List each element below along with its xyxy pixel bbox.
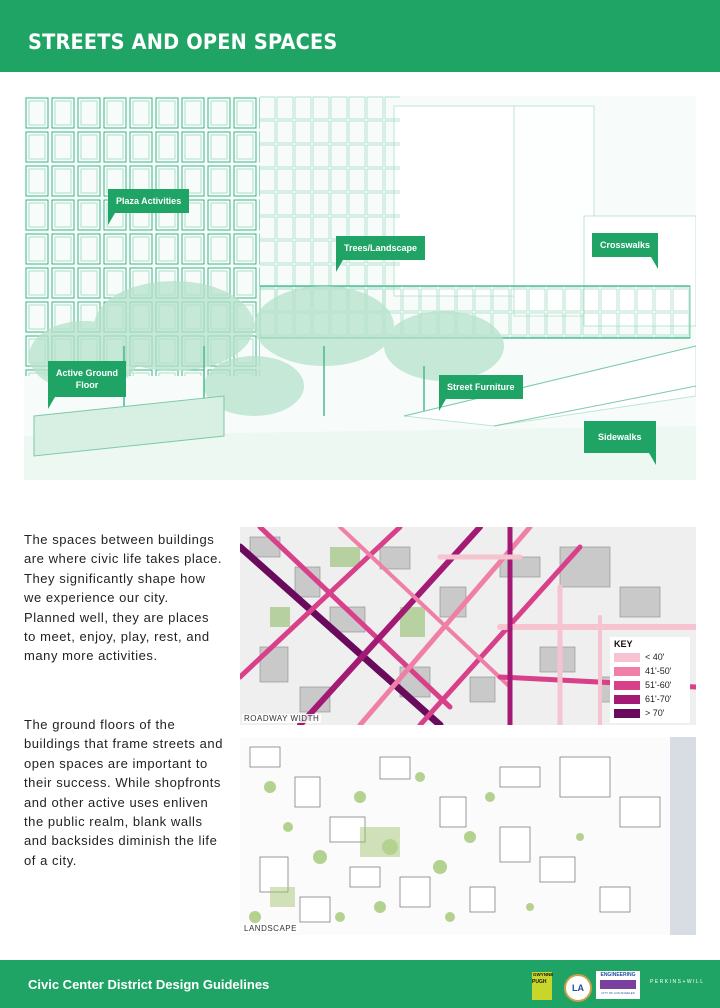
- callout-crosswalks: Crosswalks: [592, 233, 658, 257]
- key-row: [614, 679, 671, 691]
- callout-active-line2: Floor: [75, 380, 99, 390]
- ground-floor-paragraph: The ground floors of the buildings that frame streets and open spaces are important to their success. While shopfronts and other active uses enliven the public realm, blank walls and backsides diminish the life of a city.: [24, 717, 223, 868]
- roadway-width-map: [240, 527, 696, 725]
- roadway-map-label: ROADWAY WIDTH: [244, 714, 320, 723]
- engineering-logo: [596, 971, 640, 999]
- key-swatch: [614, 667, 640, 676]
- callout-plaza-activities: Plaza Activities: [108, 189, 189, 213]
- key-row: [614, 651, 665, 663]
- page-footer: [0, 960, 720, 1008]
- footer-title: Civic Center District Design Guidelines: [28, 977, 270, 992]
- la-city-seal-logo: [564, 974, 592, 1002]
- key-title: KEY: [614, 639, 633, 649]
- intro-paragraph: The spaces between buildings are where civic life takes place. They significantly shape how we experience our city. Planned well, they are places to meet, enjoy, play, rest, and many more activities.: [24, 532, 223, 664]
- la-seal-text: LA: [572, 983, 584, 993]
- key-label: > 70': [645, 708, 665, 718]
- engineering-logo-mark: [600, 980, 636, 989]
- key-label: < 40': [645, 652, 665, 662]
- key-row: [614, 665, 671, 677]
- engineering-logo-sub: CITY OF LOS ANGELES: [601, 991, 635, 995]
- roadway-key: [610, 637, 690, 723]
- callout-active-ground-floor: [48, 361, 126, 397]
- key-swatch: [614, 695, 640, 704]
- key-row: [614, 693, 671, 705]
- key-swatch: [614, 653, 640, 662]
- gwynne-logo-line2: PUGH: [532, 979, 547, 985]
- page-title: STREETS AND OPEN SPACES: [28, 30, 338, 54]
- key-swatch: [614, 681, 640, 690]
- callout-trees-landscape: Trees/Landscape: [336, 236, 425, 260]
- engineering-logo-title: ENGINEERING: [600, 972, 636, 978]
- perkins-will-logo: PERKINS+WILL: [650, 979, 705, 985]
- gwynne-logo-line1: GWYNNE: [533, 972, 554, 978]
- landscape-map-drawing: [240, 737, 696, 935]
- key-label: 41'-50': [645, 666, 672, 676]
- callout-street-furniture: Street Furniture: [439, 375, 523, 399]
- key-label: 51'-60': [645, 680, 672, 690]
- callout-sidewalks: Sidewalks: [584, 421, 656, 453]
- key-label: 61'-70': [645, 694, 672, 704]
- gwynne-pugh-logo: [532, 972, 552, 1000]
- landscape-map-label: LANDSCAPE: [244, 924, 297, 933]
- key-swatch: [614, 709, 640, 718]
- callout-active-line1: Active Ground: [56, 368, 119, 378]
- key-row: [614, 707, 665, 719]
- landscape-map: [240, 737, 696, 935]
- page-header: [0, 0, 720, 72]
